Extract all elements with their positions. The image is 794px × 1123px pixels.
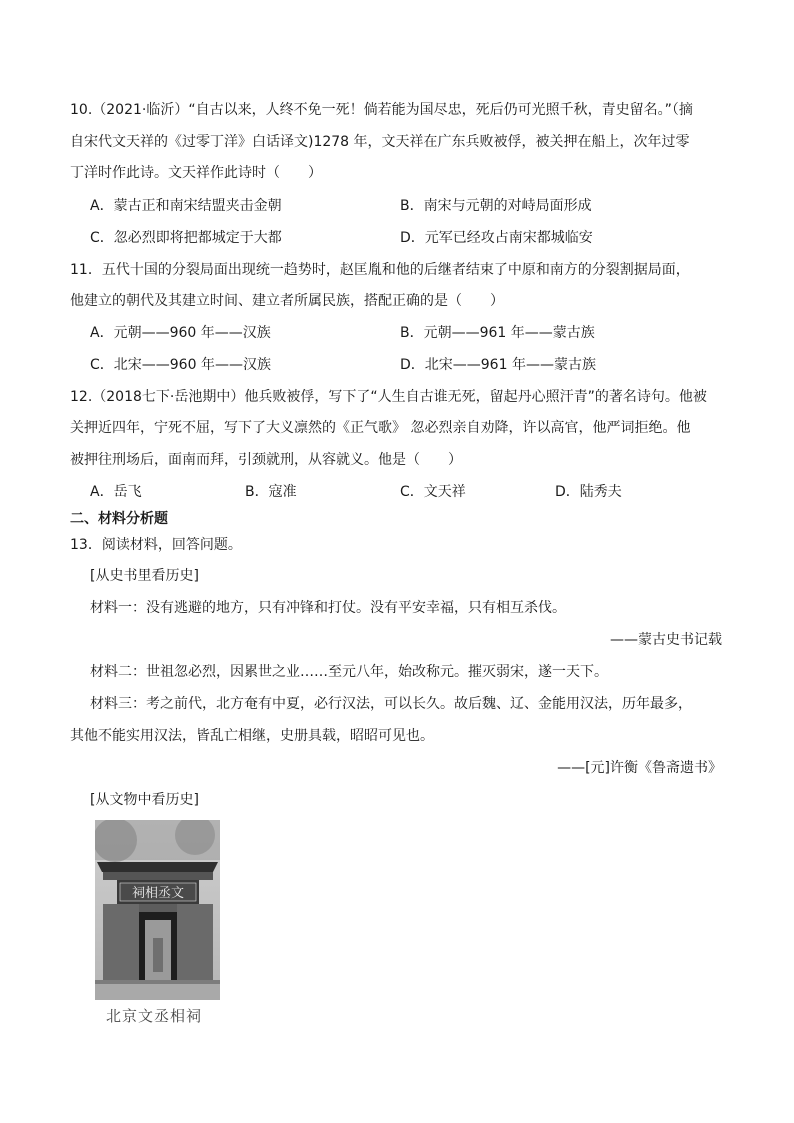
photo-caption: 北京文丞相祠 — [106, 1007, 203, 1025]
q11-line-2: 他建立的朝代及其建立时间、建立者所属民族，搭配正确的是（ ） — [70, 293, 504, 309]
q10-option-b: B．南宋与元朝的对峙局面形成 — [400, 198, 592, 214]
plaque-text: 祠相丞文 — [131, 886, 185, 901]
q13-material-2: 材料二：世祖忽必烈，因累世之业……至元八年，始改称元。摧灭弱宋，遂一天下。 — [90, 664, 608, 680]
q10-option-c: C．忽必烈即将把都城定于大都 — [90, 230, 282, 246]
q12-option-a: A．岳飞 — [90, 484, 142, 500]
q11-line-1: 11．五代十国的分裂局面出现统一趋势时，赵匡胤和他的后继者结束了中原和南方的分裂割据局面， — [70, 262, 690, 278]
q13-material-3-line-1: 材料三：考之前代，北方奄有中夏，必行汉法，可以长久。故后魏、辽、金能用汉法，历年最多， — [90, 696, 692, 712]
q13-material-1: 材料一：没有逃避的地方，只有冲锋和打仗。没有平安幸福，只有相互杀伐。 — [90, 600, 566, 616]
q10-option-a: A．蒙古正和南宋结盟夹击金朝 — [90, 198, 282, 214]
q11-option-a: A．元朝——960 年——汉族 — [90, 325, 271, 341]
q12-line-3: 被押往刑场后，面南而拜，引颈就刑，从容就义。他是（ ） — [70, 452, 462, 468]
q12-option-c: C．文天祥 — [400, 484, 466, 500]
q12-option-d: D．陆秀夫 — [555, 484, 622, 500]
q10-option-d: D．元军已经攻占南宋都城临安 — [400, 230, 593, 246]
q12-option-b: B．寇准 — [245, 484, 297, 500]
q13-material-1-source: ——蒙古史书记载 — [610, 632, 722, 648]
section-title: 二、材料分析题 — [70, 511, 168, 527]
q10-line-2: 自宋代文天祥的《过零丁洋》白话译文)1278 年，文天祥在广东兵败被俘，被关押在船上，次年过零 — [70, 134, 690, 150]
q11-option-d: D．北宋——961 年——蒙古族 — [400, 357, 596, 373]
q13-subheading-books: [从史书里看历史] — [90, 568, 199, 584]
q10-line-3: 丁洋时作此诗。文天祥作此诗时（ ） — [70, 165, 322, 181]
q13-subheading-relics: [从文物中看历史] — [90, 792, 199, 808]
q11-option-b: B．元朝——961 年——蒙古族 — [400, 325, 595, 341]
q13-prompt: 13．阅读材料，回答问题。 — [70, 537, 242, 553]
q10-line-1: 10.（2021·临沂）“自古以来，人终不免一死！倘若能为国尽忠，死后仍可光照千秋，青史留名。”（摘 — [70, 102, 693, 118]
shrine-gate-photo — [95, 820, 220, 1000]
q13-material-3-line-2: 其他不能实用汉法，皆乱亡相继，史册具载，昭昭可见也。 — [70, 728, 434, 744]
q12-line-1: 12.（2018七下·岳池期中）他兵败被俘，写下了“人生自古谁无死，留起丹心照汗青”的著名诗句。他被 — [70, 389, 707, 405]
q11-option-c: C．北宋——960 年——汉族 — [90, 357, 271, 373]
q12-line-2: 关押近四年，宁死不屈，写下了大义凛然的《正气歌》 忽必烈亲自劝降，许以高官，他严词拒绝。他 — [70, 420, 691, 436]
q13-material-3-source: ——[元]许衡《鲁斋遗书》 — [557, 760, 722, 776]
